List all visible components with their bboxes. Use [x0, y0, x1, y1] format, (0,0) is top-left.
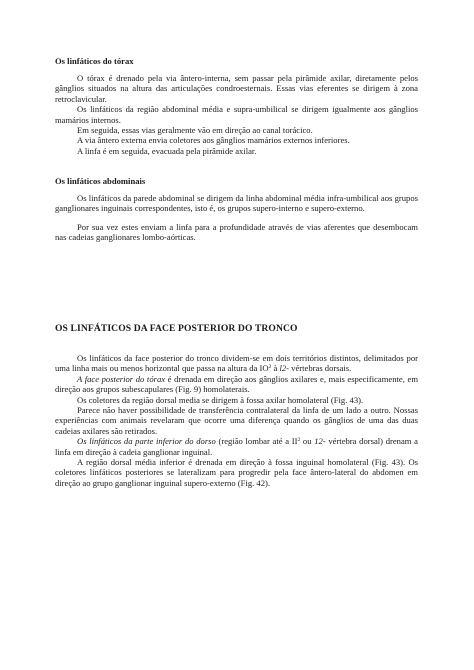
- section-heading-posterior: OS LINFÁTICOS DA FACE POSTERIOR DO TRONCO: [55, 323, 298, 334]
- paragraph: Por sua vez estes enviam a linfa para a profundidade através de vias aferentes que desembocam nas cadeias ganglionares lombo-aórticas.: [55, 221, 418, 243]
- paragraph: O tórax é drenado pela via ântero-interna, sem passar pela pirâmide axilar, diretamente pelos gânglios situados na altura das articulações condroesternais. Essas vias eferentes se dirigem à zona retroclavicular.: [55, 73, 418, 104]
- section-heading-thorax: Os linfáticos do tórax: [55, 56, 134, 66]
- paragraph: Os linfáticos da parede abdominal se dirigem da linha abdominal média infra-umbilical aos grupos ganglionares inguinais correspondentes, isto é, os grupos supero-interno e supero-externo.: [55, 193, 418, 214]
- section-heading-abdominal: Os linfáticos abdominais: [55, 176, 146, 186]
- paragraph: A face posterior do tórax é drenada em direção aos gânglios axilares e, mais especificamente, em direção aos grupos subescapulares (Fig. 9) homolaterais.: [55, 373, 418, 395]
- paragraph: Os linfáticos da face posterior do tronco dividem-se em dois territórios distintos, delimitados por uma linha mais ou menos horizontal que passa na altura da $IO^2$ à l2- vértebras dorsais.: [55, 353, 418, 374]
- paragraph: Em seguida, essas vias geralmente vão em direção ao canal torácico.: [77, 125, 313, 136]
- paragraph: Os linfáticos da parte inferior do dorso (região lombar até a $II^2$ ou 12- vértebra dorsal) drenam a linfa em direção à cadeia ganglionar inguinal.: [55, 436, 418, 457]
- section-abdominal: [55, 176, 418, 243]
- section-thorax: [55, 56, 418, 156]
- paragraph: Os coletores da região dorsal media se dirigem à fossa axilar homolateral (Fig. 43).: [77, 394, 364, 405]
- paragraph: Parece não haver possibilidade de transferência contralateral da linfa de um lado a outro. Nossas experiências com animais revelaram que ocorre uma diferença quando os gânglios de uma das duas cadeias axilares são retirados.: [55, 405, 418, 436]
- section-posterior: [55, 323, 418, 488]
- paragraph: Os linfáticos da região abdominal média e supra-umbilical se dirigem igualmente aos gânglios mamários internos.: [55, 104, 418, 125]
- paragraph: A via ântero externa envia coletores aos gânglios mamários externos inferiores.: [77, 135, 350, 146]
- paragraph: A região dorsal média inferior é drenada em direção à fossa inguinal homolateral (Fig. 43). Os coletores linfáticos posteriores se lateralizam para progredir pela face ântero-lateral do abdomen em direção ao grupo ganglionar inguinal supero-externo (Fig. 42).: [55, 457, 418, 488]
- paragraph: A linfa é em seguida, evacuada pela pirâmide axilar.: [77, 145, 257, 156]
